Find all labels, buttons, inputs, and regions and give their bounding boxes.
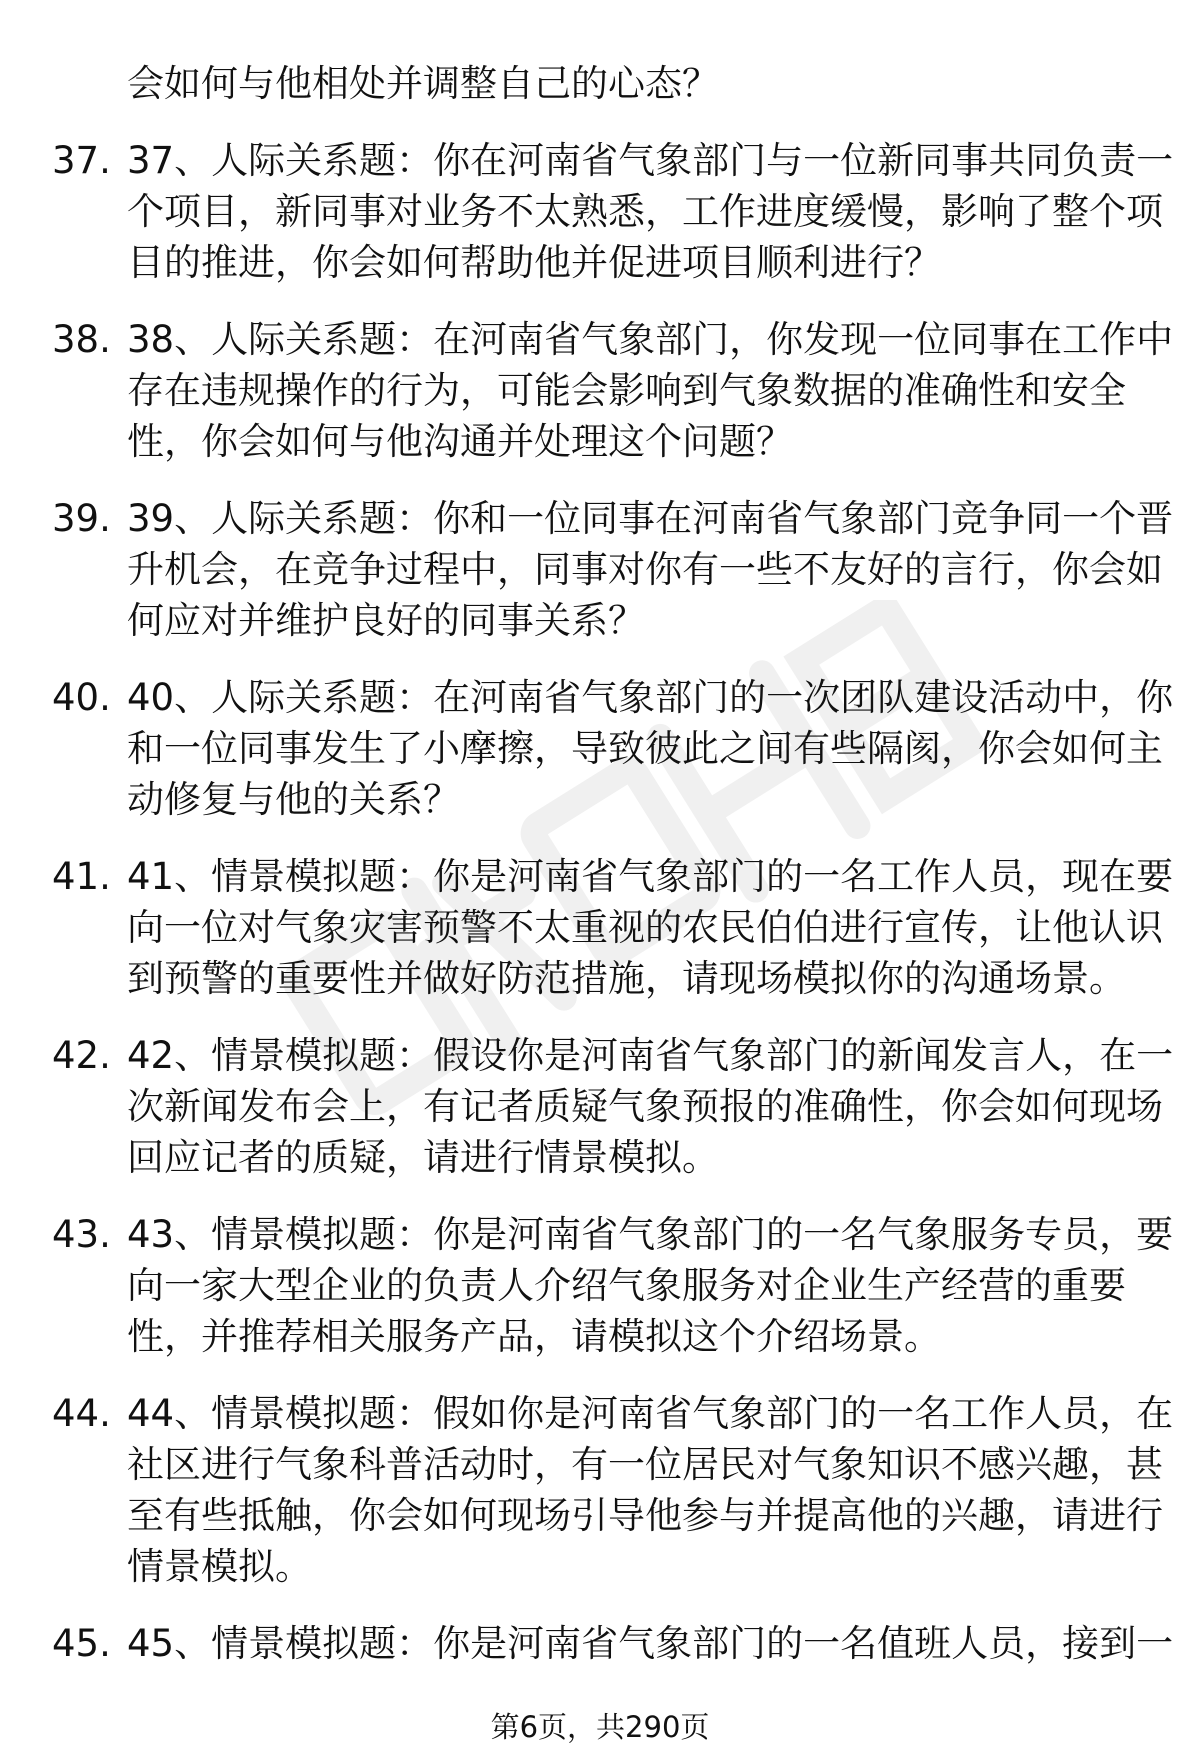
list-item-number: 42. (52, 1034, 111, 1077)
text-line: 动修复与他的关系？ (127, 778, 460, 821)
text-line: 38、人际关系题：在河南省气象部门，你发现一位同事在工作中 (127, 318, 1174, 361)
list-item (0, 135, 1200, 288)
list-item-number: 44. (52, 1392, 111, 1435)
list-item-text (127, 1618, 1174, 1669)
text-line: 40、人际关系题：在河南省气象部门的一次团队建设活动中，你 (127, 676, 1174, 719)
list-item (0, 672, 1200, 825)
list-item-text (127, 314, 1174, 467)
list-item (0, 851, 1200, 1004)
list-item-text (127, 1030, 1174, 1183)
text-line: 41、情景模拟题：你是河南省气象部门的一名工作人员，现在要 (127, 855, 1174, 898)
list-item-text (127, 672, 1174, 825)
text-line: 至有些抵触，你会如何现场引导他参与并提高他的兴趣，请进行 (127, 1494, 1163, 1537)
list-item-text (127, 493, 1174, 646)
list-item-number: 39. (52, 497, 111, 540)
question-list (0, 135, 1200, 1695)
text-line: 升机会，在竞争过程中，同事对你有一些不友好的言行，你会如 (127, 548, 1163, 591)
list-item (0, 1209, 1200, 1362)
text-line: 情景模拟。 (127, 1545, 312, 1588)
list-item-number: 45. (52, 1622, 111, 1665)
list-item (0, 1388, 1200, 1592)
text-line: 回应记者的质疑，请进行情景模拟。 (127, 1136, 719, 1179)
list-item-number: 43. (52, 1213, 111, 1256)
continuation-text: 会如何与他相处并调整自己的心态？ (127, 62, 719, 105)
list-item-text (127, 135, 1174, 288)
page-footer: 第6页，共290页 (490, 1710, 710, 1744)
list-item (0, 1030, 1200, 1183)
list-item (0, 493, 1200, 646)
text-line: 性，并推荐相关服务产品，请模拟这个介绍场景。 (127, 1315, 941, 1358)
text-line: 42、情景模拟题：假设你是河南省气象部门的新闻发言人，在一 (127, 1034, 1174, 1077)
list-item-number: 40. (52, 676, 111, 719)
list-item-text (127, 1209, 1174, 1362)
text-line: 个项目，新同事对业务不太熟悉，工作进度缓慢，影响了整个项 (127, 190, 1163, 233)
text-line: 到预警的重要性并做好防范措施，请现场模拟你的沟通场景。 (127, 957, 1126, 1000)
list-item-number: 41. (52, 855, 111, 898)
list-item-text (127, 1388, 1174, 1592)
text-line: 何应对并维护良好的同事关系？ (127, 599, 645, 642)
list-item-number: 37. (52, 139, 111, 182)
list-item-text (127, 851, 1174, 1004)
text-line: 44、情景模拟题：假如你是河南省气象部门的一名工作人员，在 (127, 1392, 1174, 1435)
text-line: 次新闻发布会上，有记者质疑气象预报的准确性，你会如何现场 (127, 1085, 1163, 1128)
text-line: 存在违规操作的行为，可能会影响到气象数据的准确性和安全 (127, 369, 1126, 412)
text-line: 39、人际关系题：你和一位同事在河南省气象部门竞争同一个晋 (127, 497, 1174, 540)
list-item (0, 314, 1200, 467)
text-line: 目的推进，你会如何帮助他并促进项目顺利进行？ (127, 241, 941, 284)
text-line: 向一位对气象灾害预警不太重视的农民伯伯进行宣传，让他认识 (127, 906, 1163, 949)
text-line: 43、情景模拟题：你是河南省气象部门的一名气象服务专员，要 (127, 1213, 1174, 1256)
text-line: 45、情景模拟题：你是河南省气象部门的一名值班人员，接到一 (127, 1622, 1174, 1665)
text-line: 和一位同事发生了小摩擦，导致彼此之间有些隔阂，你会如何主 (127, 727, 1163, 770)
text-line: 向一家大型企业的负责人介绍气象服务对企业生产经营的重要 (127, 1264, 1126, 1307)
text-line: 性，你会如何与他沟通并处理这个问题？ (127, 420, 793, 463)
list-item (0, 1618, 1200, 1669)
text-line: 37、人际关系题：你在河南省气象部门与一位新同事共同负责一 (127, 139, 1174, 182)
list-item-number: 38. (52, 318, 111, 361)
text-line: 社区进行气象科普活动时，有一位居民对气象知识不感兴趣，甚 (127, 1443, 1163, 1486)
